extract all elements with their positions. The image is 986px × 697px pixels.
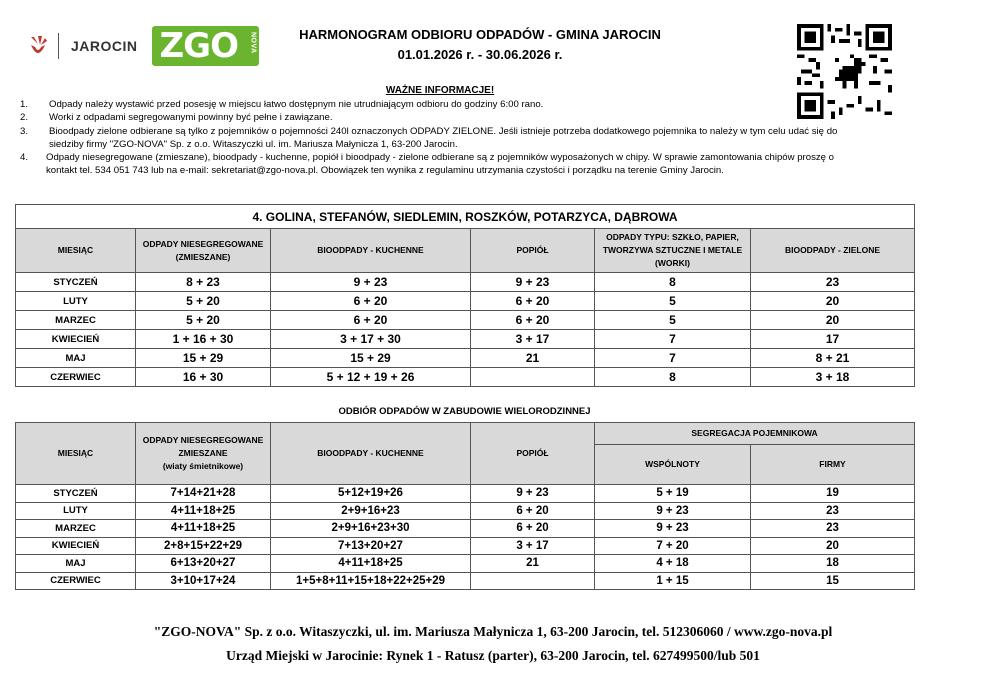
date-cell: 7 + 20	[595, 537, 751, 555]
date-cell: 9 + 23	[595, 502, 751, 520]
date-cell: 15 + 29	[136, 349, 271, 368]
info-heading: WAŻNE INFORMACJE!	[385, 85, 495, 96]
table-row	[16, 537, 915, 555]
table-row	[16, 292, 915, 311]
date-cell: 1+5+8+11+15+18+22+25+29	[271, 572, 471, 590]
date-cell: 5 + 20	[136, 292, 271, 311]
month-cell: KWIECIEŃ	[16, 537, 136, 555]
table-title: 4. GOLINA, STEFANÓW, SIEDLEMIN, ROSZKÓW, POTARZYCA, DĄBROWA	[16, 205, 915, 229]
date-cell: 4+11+18+25	[136, 502, 271, 520]
date-cell: 1 + 15	[595, 572, 751, 590]
column-header-month: MIESIĄC	[16, 229, 136, 273]
footer	[0, 620, 986, 668]
date-cell: 3 + 17	[471, 330, 595, 349]
date-cell: 20	[751, 537, 915, 555]
date-cell: 17	[751, 330, 915, 349]
section-title-multifamily: ODBIÓR ODPADÓW W ZABUDOWIE WIELORODZINNEJ	[338, 406, 591, 417]
table-row	[16, 520, 915, 538]
date-cell: 9 + 23	[271, 273, 471, 292]
column-header-kitchen: BIOODPADY - KUCHENNE	[271, 423, 471, 485]
info-item	[20, 151, 840, 177]
month-cell: MAJ	[16, 555, 136, 573]
info-item	[20, 111, 840, 124]
column-header-green: BIOODPADY - ZIELONE	[751, 229, 915, 273]
column-header-mixed: ODPADY NIESEGREGOWANE (ZMIESZANE)	[136, 229, 271, 273]
date-cell: 3 + 17 + 30	[271, 330, 471, 349]
table-row	[16, 555, 915, 573]
date-cell: 2+8+15+22+29	[136, 537, 271, 555]
table-row	[16, 330, 915, 349]
date-cell: 3+10+17+24	[136, 572, 271, 590]
date-cell	[471, 572, 595, 590]
table-row	[16, 485, 915, 503]
date-cell: 5 + 12 + 19 + 26	[271, 368, 471, 387]
date-cell: 5+12+19+26	[271, 485, 471, 503]
zgo-logo-sub: NOVA	[249, 32, 257, 54]
date-cell: 18	[751, 555, 915, 573]
month-cell: MARZEC	[16, 311, 136, 330]
info-item	[20, 98, 840, 111]
info-item-text: Odpady niesegregowane (zmieszane), bioodpady - kuchenne, popiół i bioodpady - zielone odbierane są z pojemników wyposażonych w chipy. W sprawie zamontowania chipów proszę o kontakt tel. 534 051 743 lub na e-mail: sekretariat@zgo-nova.pl. Obowiązek ten wynika z regulaminu utrzymania czystości i porządku na terenie Gminy Jarocin.	[46, 152, 835, 177]
jarocin-logo-text: JAROCIN	[71, 38, 138, 54]
column-header-mixed	[136, 423, 271, 485]
date-cell: 4 + 18	[595, 555, 751, 573]
date-cell: 5	[595, 292, 751, 311]
month-cell: STYCZEŃ	[16, 485, 136, 503]
info-item-number: 4.	[20, 152, 29, 164]
date-cell: 8	[595, 368, 751, 387]
column-header-ash: POPIÓŁ	[471, 229, 595, 273]
month-cell: MAJ	[16, 349, 136, 368]
column-header-shared: WSPÓLNOTY	[595, 445, 751, 485]
month-cell: LUTY	[16, 292, 136, 311]
date-cell: 16 + 30	[136, 368, 271, 387]
date-cell: 9 + 23	[471, 273, 595, 292]
date-cell: 5 + 19	[595, 485, 751, 503]
date-cell: 4+11+18+25	[271, 555, 471, 573]
schedule-table-multifamily	[15, 422, 915, 590]
month-cell: LUTY	[16, 502, 136, 520]
info-item-text: Worki z odpadami segregowanymi powinny być pełne i zawiązane.	[49, 112, 333, 124]
column-header-kitchen: BIOODPADY - KUCHENNE	[271, 229, 471, 273]
date-cell: 8 + 23	[136, 273, 271, 292]
column-header-companies: FIRMY	[751, 445, 915, 485]
date-cell: 2+9+16+23	[271, 502, 471, 520]
date-cell: 3 + 18	[751, 368, 915, 387]
info-item-text: Bioodpady zielone odbierane są tylko z pojemników o pojemności 240l oznaczonych ODPADY ZIELONE. Jeśli istnieje potrzeba dodatkowego pojemnika to należy w tym celu udać się do siedziby firmy "ZGO-NOVA" Sp. z o.o. Witaszyczki ul. im. Mariusza Małynicza 1, 63-200 Jarocin.	[49, 125, 838, 150]
table-row	[16, 311, 915, 330]
column-header-recyclables: ODPADY TYPU: SZKŁO, PAPIER, TWORZYWA SZTUCZNE I METALE (WORKI)	[595, 229, 751, 273]
date-cell: 2+9+16+23+30	[271, 520, 471, 538]
page-title: HARMONOGRAM ODBIORU ODPADÓW - GMINA JAROCIN	[299, 27, 661, 42]
table-row	[16, 368, 915, 387]
date-cell: 5 + 20	[136, 311, 271, 330]
table-row	[16, 572, 915, 590]
date-cell: 8	[595, 273, 751, 292]
date-cell: 5	[595, 311, 751, 330]
jarocin-emblem-icon	[28, 33, 48, 59]
date-cell: 23	[751, 520, 915, 538]
date-cell: 6 + 20	[271, 311, 471, 330]
footer-company-address: "ZGO-NOVA" Sp. z o.o. Witaszyczki, ul. im. Mariusza Małynicza 1, 63-200 Jarocin, tel. 512306060 / www.zgo-nova.pl	[153, 624, 833, 639]
month-cell: CZERWIEC	[16, 572, 136, 590]
date-cell: 9 + 23	[595, 520, 751, 538]
footer-office-address: Urząd Miejski w Jarocinie: Rynek 1 - Ratusz (parter), 63-200 Jarocin, tel. 627499500/lub 501	[226, 648, 760, 663]
table-row	[16, 273, 915, 292]
document-title	[255, 25, 705, 65]
column-header-mixed-note: (wiaty śmietnikowe)	[162, 461, 244, 471]
column-header-segregation: SEGREGACJA POJEMNIKOWA	[595, 423, 915, 445]
info-item-number: 1.	[20, 99, 29, 111]
table-row	[16, 349, 915, 368]
date-cell: 8 + 21	[751, 349, 915, 368]
date-cell: 7	[595, 349, 751, 368]
date-cell: 6 + 20	[271, 292, 471, 311]
date-cell	[471, 368, 595, 387]
date-cell: 20	[751, 292, 915, 311]
month-cell: STYCZEŃ	[16, 273, 136, 292]
date-cell: 19	[751, 485, 915, 503]
info-item-number: 3.	[20, 125, 29, 137]
schedule-period: 01.01.2026 r. - 30.06.2026 r.	[397, 47, 563, 62]
table-row	[16, 502, 915, 520]
date-cell: 23	[751, 273, 915, 292]
zgo-nova-logo	[152, 26, 259, 66]
date-cell: 23	[751, 502, 915, 520]
date-cell: 6 + 20	[471, 520, 595, 538]
date-cell: 9 + 23	[471, 485, 595, 503]
date-cell: 7+13+20+27	[271, 537, 471, 555]
column-header-ash: POPIÓŁ	[471, 423, 595, 485]
logo-separator	[58, 33, 59, 59]
month-cell: MARZEC	[16, 520, 136, 538]
date-cell: 6+13+20+27	[136, 555, 271, 573]
month-cell: KWIECIEŃ	[16, 330, 136, 349]
date-cell: 6 + 20	[471, 292, 595, 311]
date-cell: 21	[471, 349, 595, 368]
date-cell: 15	[751, 572, 915, 590]
info-item	[20, 125, 840, 151]
date-cell: 6 + 20	[471, 502, 595, 520]
month-cell: CZERWIEC	[16, 368, 136, 387]
date-cell: 7	[595, 330, 751, 349]
zgo-logo-text: ZGO	[159, 26, 238, 66]
info-item-text: Odpady należy wystawić przed posesję w miejscu łatwo dostępnym nie utrudniającym odbioru do godziny 6:00 rano.	[49, 99, 544, 111]
logos	[28, 24, 259, 68]
schedule-table-golina	[15, 204, 915, 387]
date-cell: 3 + 17	[471, 537, 595, 555]
date-cell: 6 + 20	[471, 311, 595, 330]
column-header-mixed-label: ODPADY NIESEGREGOWANE ZMIESZANE	[142, 435, 264, 458]
date-cell: 15 + 29	[271, 349, 471, 368]
date-cell: 4+11+18+25	[136, 520, 271, 538]
column-header-month: MIESIĄC	[16, 423, 136, 485]
date-cell: 21	[471, 555, 595, 573]
date-cell: 1 + 16 + 30	[136, 330, 271, 349]
date-cell: 20	[751, 311, 915, 330]
info-item-number: 2.	[20, 112, 29, 124]
important-info	[20, 84, 840, 177]
date-cell: 7+14+21+28	[136, 485, 271, 503]
